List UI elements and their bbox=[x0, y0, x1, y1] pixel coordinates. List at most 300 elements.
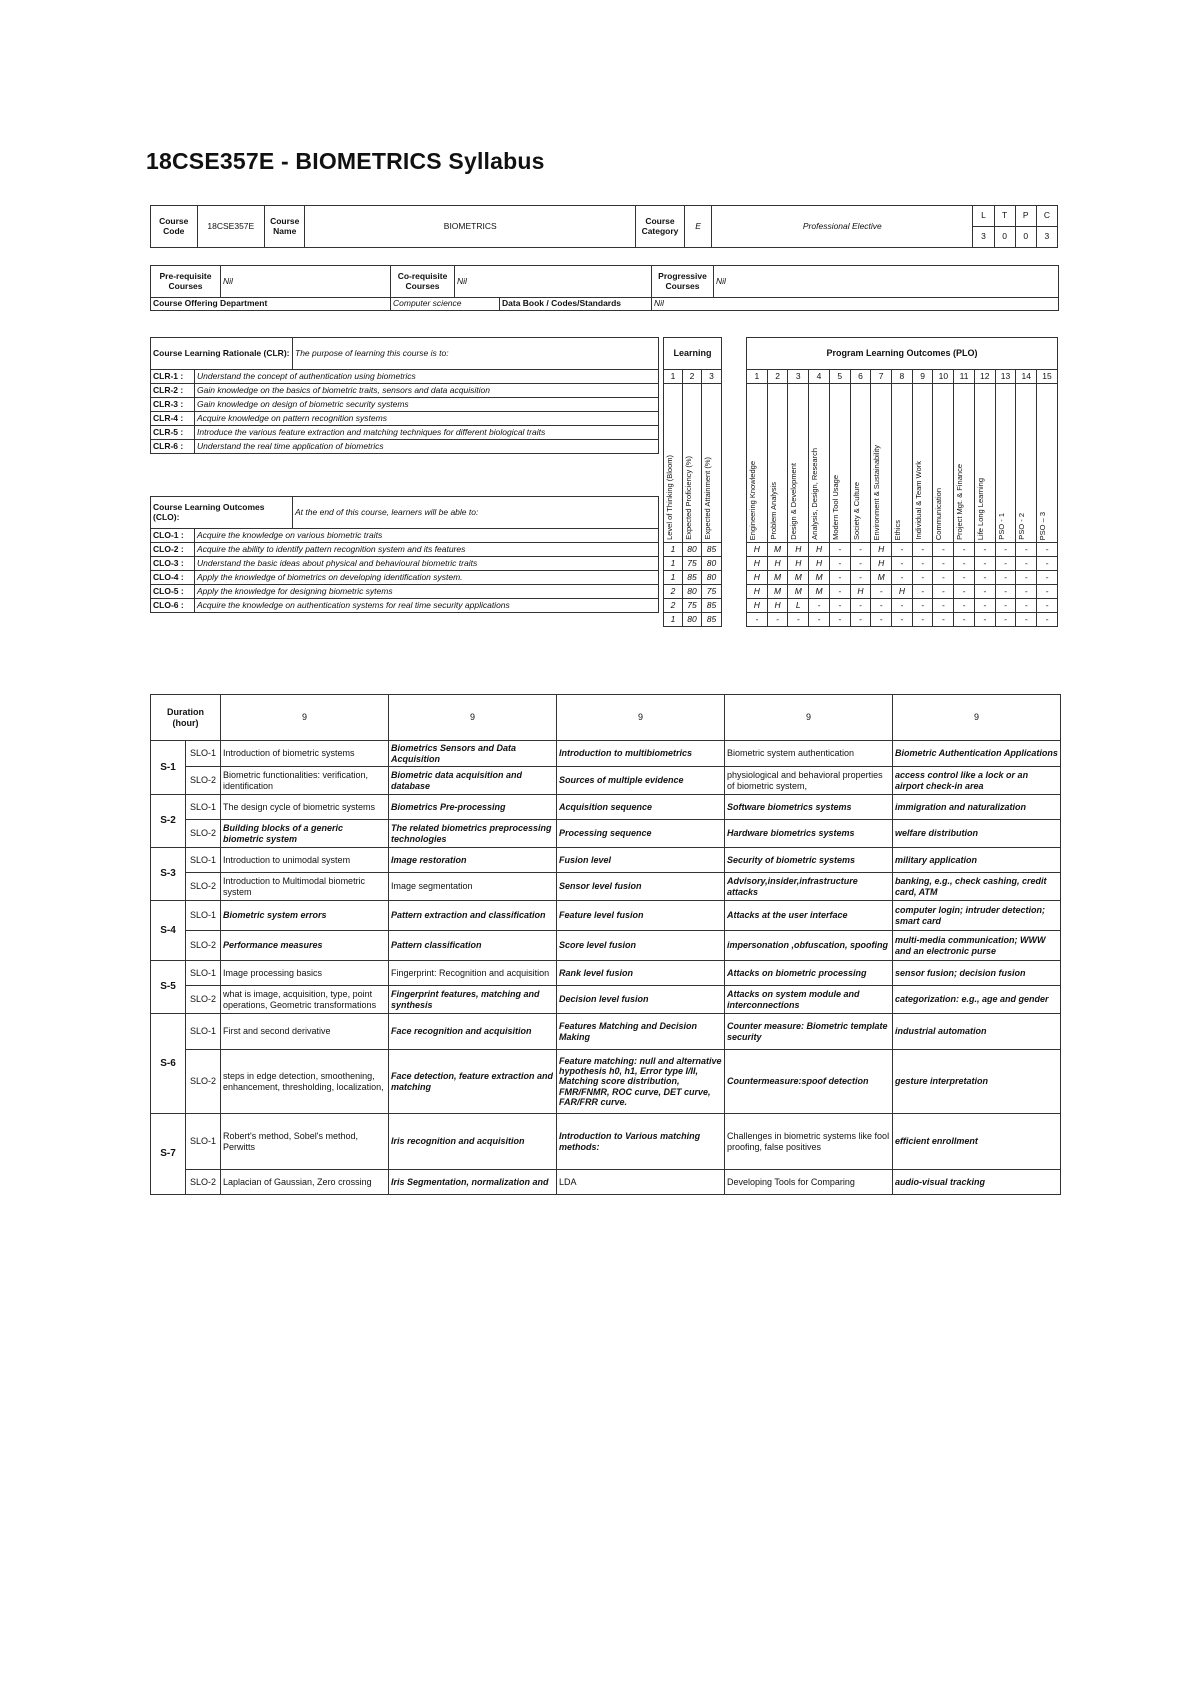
session-topic: The related biometrics preprocessing technologies bbox=[389, 820, 557, 848]
plo-label: Individual & Team Work bbox=[913, 461, 923, 540]
clr-row: CLR-1 : Understand the concept of authentication using biometrics bbox=[151, 370, 659, 384]
session-topic: Introduction of biometric systems bbox=[221, 741, 389, 767]
session-topic: Introduction to unimodal system bbox=[221, 848, 389, 873]
session-topic: Image processing basics bbox=[221, 961, 389, 986]
plo-row bbox=[747, 585, 1058, 599]
plo-value: - bbox=[954, 613, 975, 627]
session-topic: Challenges in biometric systems like fool proofing, false positives bbox=[725, 1114, 893, 1170]
plo-value: - bbox=[871, 599, 892, 613]
session-topic: Introduction to multibiometrics bbox=[557, 741, 725, 767]
plo-value: - bbox=[974, 599, 995, 613]
duration-value: 9 bbox=[221, 695, 389, 741]
session-number: S-2 bbox=[151, 795, 186, 848]
plo-label: Communication bbox=[934, 487, 944, 540]
session-topic: Introduction to Various matching methods: bbox=[557, 1114, 725, 1170]
slo-label: SLO-1 bbox=[186, 1114, 221, 1170]
learning-heading: Learning bbox=[664, 338, 722, 370]
plo-value: - bbox=[892, 571, 913, 585]
plo-value: - bbox=[1016, 585, 1037, 599]
plo-value: H bbox=[871, 543, 892, 557]
plo-value: - bbox=[1016, 571, 1037, 585]
plo-value: M bbox=[788, 571, 809, 585]
session-topic: banking, e.g., check cashing, credit card, ATM bbox=[893, 873, 1061, 901]
plo-value: - bbox=[954, 599, 975, 613]
session-topic: Fingerprint features, matching and synthesis bbox=[389, 986, 557, 1014]
session-topic: Biometric Authentication Applications bbox=[893, 741, 1061, 767]
session-topic: Image restoration bbox=[389, 848, 557, 873]
plo-value: - bbox=[912, 585, 933, 599]
plo-value: H bbox=[871, 557, 892, 571]
plo-value: - bbox=[912, 599, 933, 613]
session-topic: Attacks on biometric processing bbox=[725, 961, 893, 986]
plo-label-cell bbox=[1037, 384, 1058, 543]
plo-value: - bbox=[995, 571, 1016, 585]
session-topic: The design cycle of biometric systems bbox=[221, 795, 389, 820]
clr-clo-table bbox=[150, 337, 659, 613]
learning-row: 2 75 85 bbox=[664, 599, 722, 613]
slo-label: SLO-1 bbox=[186, 1014, 221, 1050]
slo-label: SLO-1 bbox=[186, 901, 221, 931]
session-topic: Counter measure: Biometric template security bbox=[725, 1014, 893, 1050]
plo-value: H bbox=[788, 543, 809, 557]
plo-num: 14 bbox=[1016, 370, 1037, 384]
category-desc: Professional Elective bbox=[712, 206, 973, 248]
plo-num: 3 bbox=[788, 370, 809, 384]
learning-label: Expected Attainment (%) bbox=[703, 457, 712, 540]
session-row bbox=[151, 986, 1061, 1014]
plo-num: 5 bbox=[829, 370, 850, 384]
session-topic: Acquisition sequence bbox=[557, 795, 725, 820]
plo-value: H bbox=[767, 557, 788, 571]
plo-label-cell bbox=[933, 384, 954, 543]
plo-label: Analysis, Design, Research bbox=[810, 448, 820, 540]
learning-label: Level of Thinking (Bloom) bbox=[665, 455, 674, 540]
plo-label: Problem Analysis bbox=[768, 482, 778, 540]
plo-label: PSO – 3 bbox=[1038, 511, 1048, 540]
session-row bbox=[151, 795, 1061, 820]
progressive-label: Progressive Courses bbox=[652, 266, 714, 298]
plo-label-cell bbox=[954, 384, 975, 543]
session-topic: First and second derivative bbox=[221, 1014, 389, 1050]
session-row bbox=[151, 901, 1061, 931]
course-header-table bbox=[150, 205, 1058, 248]
ltpc-value-l: 3 bbox=[973, 227, 994, 248]
plo-value: H bbox=[747, 543, 768, 557]
session-topic: Developing Tools for Comparing bbox=[725, 1170, 893, 1195]
session-topic: Biometrics Pre-processing bbox=[389, 795, 557, 820]
plo-value: - bbox=[974, 557, 995, 571]
plo-value: - bbox=[974, 543, 995, 557]
plo-value: H bbox=[809, 543, 830, 557]
plo-value: - bbox=[829, 599, 850, 613]
plo-num: 4 bbox=[809, 370, 830, 384]
course-name-label: Course Name bbox=[265, 206, 305, 248]
plo-value: H bbox=[747, 599, 768, 613]
plo-value: - bbox=[871, 613, 892, 627]
session-topic: Features Matching and Decision Making bbox=[557, 1014, 725, 1050]
session-topic: access control like a lock or an airport check-in area bbox=[893, 767, 1061, 795]
session-topic: Sources of multiple evidence bbox=[557, 767, 725, 795]
plo-label-cell bbox=[747, 384, 768, 543]
plo-table bbox=[746, 337, 1058, 627]
plo-row bbox=[747, 571, 1058, 585]
duration-value: 9 bbox=[389, 695, 557, 741]
coreq-value: Nil bbox=[455, 266, 652, 298]
ltpc-label-c: C bbox=[1036, 206, 1057, 227]
clo-row: CLO-6 : Acquire the knowledge on authentication systems for real time security applications bbox=[151, 599, 659, 613]
plo-value: - bbox=[1016, 543, 1037, 557]
plo-num: 1 bbox=[747, 370, 768, 384]
session-topic: Pattern extraction and classification bbox=[389, 901, 557, 931]
plo-value: - bbox=[1037, 585, 1058, 599]
plo-label-cell bbox=[995, 384, 1016, 543]
session-topic: audio-visual tracking bbox=[893, 1170, 1061, 1195]
databook-label: Data Book / Codes/Standards bbox=[500, 298, 652, 311]
clr-row: CLR-5 : Introduce the various feature extraction and matching techniques for different biological traits bbox=[151, 426, 659, 440]
plo-num: 10 bbox=[933, 370, 954, 384]
learning-row: 1 80 85 bbox=[664, 543, 722, 557]
plo-value: M bbox=[767, 585, 788, 599]
plo-value: - bbox=[933, 543, 954, 557]
session-topic: Fingerprint: Recognition and acquisition bbox=[389, 961, 557, 986]
plo-value: - bbox=[1037, 613, 1058, 627]
plo-label-cell bbox=[767, 384, 788, 543]
plo-value: - bbox=[933, 585, 954, 599]
session-topic: Hardware biometrics systems bbox=[725, 820, 893, 848]
session-topic: Face recognition and acquisition bbox=[389, 1014, 557, 1050]
plo-value: - bbox=[933, 613, 954, 627]
clo-row: CLO-4 : Apply the knowledge of biometrics on developing identification system. bbox=[151, 571, 659, 585]
session-topic: Laplacian of Gaussian, Zero crossing bbox=[221, 1170, 389, 1195]
plo-value: - bbox=[974, 613, 995, 627]
session-number: S-3 bbox=[151, 848, 186, 901]
plo-label-cell bbox=[1016, 384, 1037, 543]
clo-purpose: At the end of this course, learners will be able to: bbox=[293, 497, 659, 529]
plo-value: - bbox=[912, 613, 933, 627]
plo-label-cell bbox=[974, 384, 995, 543]
plo-row bbox=[747, 613, 1058, 627]
clr-purpose: The purpose of learning this course is to: bbox=[293, 338, 659, 370]
session-number: S-4 bbox=[151, 901, 186, 961]
session-row bbox=[151, 961, 1061, 986]
plo-value: - bbox=[954, 557, 975, 571]
plo-label-cell bbox=[892, 384, 913, 543]
plo-label: Environment & Sustainability bbox=[872, 444, 882, 540]
session-topic: Attacks at the user interface bbox=[725, 901, 893, 931]
plo-value: - bbox=[933, 599, 954, 613]
session-topic: Fusion level bbox=[557, 848, 725, 873]
clo-row: CLO-3 : Understand the basic ideas about physical and behavioural biometric traits bbox=[151, 557, 659, 571]
plo-value: - bbox=[850, 599, 871, 613]
learning-table bbox=[663, 337, 722, 627]
plo-value: - bbox=[829, 571, 850, 585]
plo-value: - bbox=[933, 557, 954, 571]
prerequisite-table bbox=[150, 265, 1059, 311]
plo-value: M bbox=[809, 571, 830, 585]
plo-row bbox=[747, 599, 1058, 613]
session-number: S-6 bbox=[151, 1014, 186, 1114]
plo-value: H bbox=[767, 599, 788, 613]
slo-label: SLO-2 bbox=[186, 1050, 221, 1114]
plo-label: Society & Culture bbox=[851, 482, 861, 540]
plo-value: - bbox=[829, 585, 850, 599]
plo-label: Life Long Learning bbox=[975, 477, 985, 540]
plo-value: H bbox=[747, 571, 768, 585]
session-topic: Feature level fusion bbox=[557, 901, 725, 931]
plo-label-cell bbox=[871, 384, 892, 543]
learning-num: 3 bbox=[702, 370, 722, 384]
slo-label: SLO-1 bbox=[186, 795, 221, 820]
progressive-value: Nil bbox=[714, 266, 1059, 298]
slo-label: SLO-2 bbox=[186, 931, 221, 961]
session-topic: Biometrics Sensors and Data Acquisition bbox=[389, 741, 557, 767]
plo-value: H bbox=[788, 557, 809, 571]
duration-value: 9 bbox=[557, 695, 725, 741]
databook-value: Nil bbox=[652, 298, 1059, 311]
plo-value: - bbox=[954, 585, 975, 599]
plo-label-cell bbox=[809, 384, 830, 543]
plo-value: H bbox=[850, 585, 871, 599]
session-row bbox=[151, 1014, 1061, 1050]
session-row bbox=[151, 1170, 1061, 1195]
plo-num: 2 bbox=[767, 370, 788, 384]
session-topic: Attacks on system module and interconnections bbox=[725, 986, 893, 1014]
session-row bbox=[151, 931, 1061, 961]
session-number: S-1 bbox=[151, 741, 186, 795]
plo-value: - bbox=[767, 613, 788, 627]
plo-value: H bbox=[747, 557, 768, 571]
slo-label: SLO-2 bbox=[186, 767, 221, 795]
dept-label: Course Offering Department bbox=[151, 298, 391, 311]
session-topic: Pattern classification bbox=[389, 931, 557, 961]
session-plan-table bbox=[150, 694, 1061, 1195]
plo-label: PSO - 2 bbox=[1017, 513, 1027, 540]
plo-value: H bbox=[747, 585, 768, 599]
duration-label: Duration (hour) bbox=[151, 695, 221, 741]
plo-value: - bbox=[1016, 557, 1037, 571]
plo-value: - bbox=[892, 599, 913, 613]
session-topic: industrial automation bbox=[893, 1014, 1061, 1050]
page-title: 18CSE357E - BIOMETRICS Syllabus bbox=[146, 148, 545, 174]
session-topic: Rank level fusion bbox=[557, 961, 725, 986]
slo-label: SLO-1 bbox=[186, 961, 221, 986]
session-row bbox=[151, 820, 1061, 848]
learning-row: 1 75 80 bbox=[664, 557, 722, 571]
clo-row: CLO-2 : Acquire the ability to identify pattern recognition system and its features bbox=[151, 543, 659, 557]
session-topic: Decision level fusion bbox=[557, 986, 725, 1014]
learning-row: 2 80 75 bbox=[664, 585, 722, 599]
plo-value: - bbox=[1037, 557, 1058, 571]
session-topic: Advisory,insider,infrastructure attacks bbox=[725, 873, 893, 901]
plo-value: - bbox=[788, 613, 809, 627]
slo-label: SLO-2 bbox=[186, 820, 221, 848]
prereq-label: Pre-requisite Courses bbox=[151, 266, 221, 298]
duration-value: 9 bbox=[893, 695, 1061, 741]
plo-num: 6 bbox=[850, 370, 871, 384]
plo-value: - bbox=[974, 571, 995, 585]
session-topic: Score level fusion bbox=[557, 931, 725, 961]
plo-value: - bbox=[1037, 599, 1058, 613]
plo-value: - bbox=[912, 557, 933, 571]
plo-label: Design & Development bbox=[789, 463, 799, 540]
plo-value: - bbox=[1016, 599, 1037, 613]
plo-value: - bbox=[954, 543, 975, 557]
session-topic: Building blocks of a generic biometric system bbox=[221, 820, 389, 848]
session-topic: impersonation ,obfuscation, spoofing bbox=[725, 931, 893, 961]
plo-value: - bbox=[809, 613, 830, 627]
plo-label-cell bbox=[829, 384, 850, 543]
session-topic: Face detection, feature extraction and matching bbox=[389, 1050, 557, 1114]
session-topic: Iris recognition and acquisition bbox=[389, 1114, 557, 1170]
session-row bbox=[151, 767, 1061, 795]
plo-value: - bbox=[1037, 571, 1058, 585]
course-code-label: Course Code bbox=[151, 206, 198, 248]
plo-value: - bbox=[850, 613, 871, 627]
session-topic: Software biometrics systems bbox=[725, 795, 893, 820]
plo-value: - bbox=[850, 557, 871, 571]
clo-row: CLO-1 : Acquire the knowledge on various biometric traits bbox=[151, 529, 659, 543]
plo-value: - bbox=[995, 585, 1016, 599]
plo-row bbox=[747, 543, 1058, 557]
session-number: S-7 bbox=[151, 1114, 186, 1195]
plo-value: - bbox=[995, 613, 1016, 627]
clr-row: CLR-2 : Gain knowledge on the basics of biometric traits, sensors and data acquisition bbox=[151, 384, 659, 398]
session-row bbox=[151, 848, 1061, 873]
ltpc-label-t: T bbox=[994, 206, 1015, 227]
dept-value: Computer science bbox=[391, 298, 500, 311]
slo-label: SLO-2 bbox=[186, 1170, 221, 1195]
session-topic: Biometric functionalities: verification, identification bbox=[221, 767, 389, 795]
clr-row: CLR-6 : Understand the real time application of biometrics bbox=[151, 440, 659, 454]
course-category-label: Course Category bbox=[636, 206, 685, 248]
clo-row: CLO-5 : Apply the knowledge for designing biometric sytems bbox=[151, 585, 659, 599]
plo-value: - bbox=[829, 557, 850, 571]
session-row bbox=[151, 873, 1061, 901]
plo-value: M bbox=[788, 585, 809, 599]
session-row bbox=[151, 1114, 1061, 1170]
ltpc-label-l: L bbox=[973, 206, 994, 227]
plo-value: - bbox=[954, 571, 975, 585]
plo-value: - bbox=[850, 571, 871, 585]
session-topic: Processing sequence bbox=[557, 820, 725, 848]
clo-heading: Course Learning Outcomes (CLO): bbox=[151, 497, 293, 529]
plo-value: - bbox=[1016, 613, 1037, 627]
session-topic: Introduction to Multimodal biometric system bbox=[221, 873, 389, 901]
spacer bbox=[151, 454, 659, 497]
plo-value: M bbox=[871, 571, 892, 585]
slo-label: SLO-1 bbox=[186, 741, 221, 767]
course-name: BIOMETRICS bbox=[305, 206, 636, 248]
plo-num: 12 bbox=[974, 370, 995, 384]
ltpc-value-c: 3 bbox=[1036, 227, 1057, 248]
session-topic: Countermeasure:spoof detection bbox=[725, 1050, 893, 1114]
session-topic: physiological and behavioral properties of biometric system, bbox=[725, 767, 893, 795]
plo-label: PSO - 1 bbox=[996, 513, 1006, 540]
plo-label: Modern Tool Usage bbox=[830, 475, 840, 540]
session-topic: immigration and naturalization bbox=[893, 795, 1061, 820]
plo-value: H bbox=[809, 557, 830, 571]
session-row bbox=[151, 1050, 1061, 1114]
session-topic: Biometric system errors bbox=[221, 901, 389, 931]
plo-value: - bbox=[912, 543, 933, 557]
plo-num: 9 bbox=[912, 370, 933, 384]
session-topic: Iris Segmentation, normalization and bbox=[389, 1170, 557, 1195]
session-topic: sensor fusion; decision fusion bbox=[893, 961, 1061, 986]
clr-row: CLR-3 : Gain knowledge on design of biometric security systems bbox=[151, 398, 659, 412]
plo-value: - bbox=[995, 557, 1016, 571]
clr-row: CLR-4 : Acquire knowledge on pattern recognition systems bbox=[151, 412, 659, 426]
plo-value: - bbox=[1037, 543, 1058, 557]
ltpc-value-p: 0 bbox=[1015, 227, 1036, 248]
plo-value: - bbox=[747, 613, 768, 627]
session-topic: LDA bbox=[557, 1170, 725, 1195]
session-topic: Performance measures bbox=[221, 931, 389, 961]
learning-num: 2 bbox=[683, 370, 702, 384]
plo-value: - bbox=[809, 599, 830, 613]
plo-num: 15 bbox=[1037, 370, 1058, 384]
plo-value: - bbox=[892, 613, 913, 627]
slo-label: SLO-2 bbox=[186, 873, 221, 901]
session-topic: efficient enrollment bbox=[893, 1114, 1061, 1170]
plo-value: - bbox=[995, 599, 1016, 613]
plo-value: - bbox=[850, 543, 871, 557]
ltpc-value-t: 0 bbox=[994, 227, 1015, 248]
session-topic: military application bbox=[893, 848, 1061, 873]
plo-value: - bbox=[974, 585, 995, 599]
learning-row: 1 85 80 bbox=[664, 571, 722, 585]
session-topic: multi-media communication; WWW and an electronic purse bbox=[893, 931, 1061, 961]
session-topic: categorization: e.g., age and gender bbox=[893, 986, 1061, 1014]
learning-label: Expected Proficiency (%) bbox=[684, 456, 693, 540]
plo-label-cell bbox=[912, 384, 933, 543]
session-topic: Feature matching: null and alternative hypothesis h0, h1, Error type I/II, Matching score distribution, FMR/FNMR, ROC curve, DET curve, FAR/FRR curve. bbox=[557, 1050, 725, 1114]
plo-num: 13 bbox=[995, 370, 1016, 384]
plo-label-cell bbox=[850, 384, 871, 543]
duration-value: 9 bbox=[725, 695, 893, 741]
plo-label: Engineering Knowledge bbox=[748, 460, 757, 540]
clr-heading: Course Learning Rationale (CLR): bbox=[151, 338, 293, 370]
session-topic: Biometric data acquisition and database bbox=[389, 767, 557, 795]
plo-label: Ethics bbox=[893, 519, 903, 540]
plo-value: - bbox=[995, 543, 1016, 557]
session-topic: Sensor level fusion bbox=[557, 873, 725, 901]
learning-num: 1 bbox=[664, 370, 683, 384]
slo-label: SLO-1 bbox=[186, 848, 221, 873]
plo-value: M bbox=[767, 543, 788, 557]
session-topic: computer login; intruder detection; smart card bbox=[893, 901, 1061, 931]
plo-num: 7 bbox=[871, 370, 892, 384]
plo-value: - bbox=[933, 571, 954, 585]
plo-value: M bbox=[767, 571, 788, 585]
session-topic: Biometric system authentication bbox=[725, 741, 893, 767]
plo-value: - bbox=[892, 557, 913, 571]
course-code: 18CSE357E bbox=[197, 206, 265, 248]
plo-value: H bbox=[892, 585, 913, 599]
plo-value: - bbox=[829, 613, 850, 627]
coreq-label: Co-requisite Courses bbox=[391, 266, 455, 298]
session-topic: Image segmentation bbox=[389, 873, 557, 901]
session-row bbox=[151, 741, 1061, 767]
ltpc-label-p: P bbox=[1015, 206, 1036, 227]
session-topic: what is image, acquisition, type, point operations, Geometric transformations bbox=[221, 986, 389, 1014]
session-topic: gesture interpretation bbox=[893, 1050, 1061, 1114]
plo-value: M bbox=[809, 585, 830, 599]
learning-row: 1 80 85 bbox=[664, 613, 722, 627]
prereq-value: Nil bbox=[221, 266, 391, 298]
plo-heading: Program Learning Outcomes (PLO) bbox=[747, 338, 1058, 370]
slo-label: SLO-2 bbox=[186, 986, 221, 1014]
session-number: S-5 bbox=[151, 961, 186, 1014]
